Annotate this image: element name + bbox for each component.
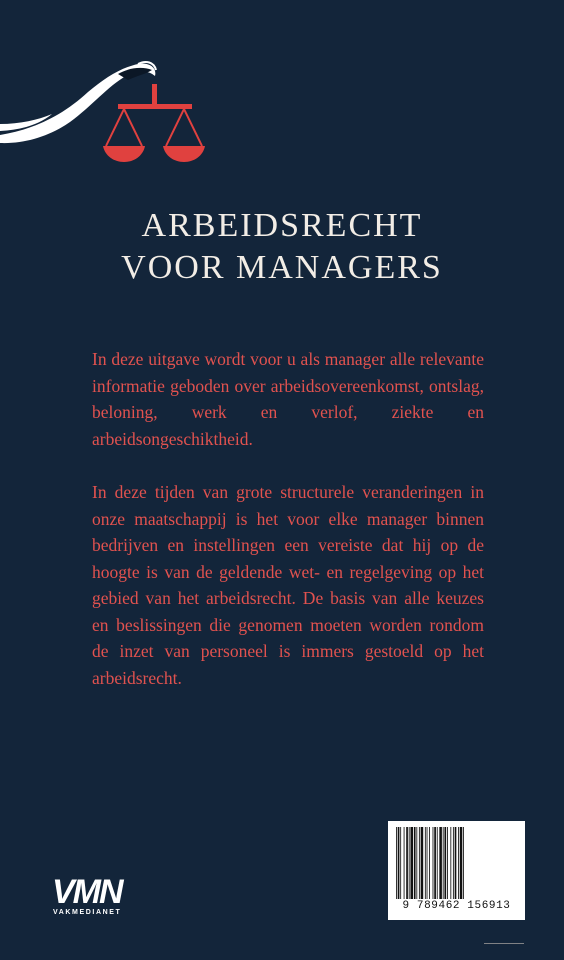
barcode-bars: [396, 827, 517, 899]
hand-holding-scales-icon: [0, 40, 220, 180]
barcode-bar: [434, 827, 436, 899]
publisher-name: VAKMEDIANET: [53, 909, 122, 916]
blurb: [92, 346, 484, 718]
book-title: [0, 205, 564, 289]
barcode-bar: [458, 827, 459, 899]
book-title-line-2: VOOR MANAGERS: [121, 249, 443, 286]
barcode-bar: [427, 827, 428, 899]
barcode-bar: [450, 827, 451, 899]
barcode-bar: [439, 827, 442, 899]
blurb-paragraph-2: In deze tijden van grote structurele veranderingen in onze maatschappij is het voor elke manager binnen bedrijven en instellingen een vereiste dat hij op de hoogte is van de geldende wet- en regelgeving op het gebied van het arbeidsrecht. De basis van alle keuzes en beslissingen die genomen moeten worden rondom de inzet van personeel is immers gestoeld op het arbeidsrecht.: [92, 482, 484, 688]
barcode-bar: [396, 827, 397, 899]
barcode-bar: [410, 827, 413, 899]
barcode-bar: [460, 827, 463, 899]
barcode-bar: [447, 827, 448, 899]
barcode-bar: [416, 827, 417, 899]
barcode-bar: [444, 827, 446, 899]
barcode-bar: [406, 827, 408, 899]
blurb-paragraph-1: In deze uitgave wordt voor u als manager alle relevante informatie geboden over arbeidsovereenkomst, ontslag, beloning, werk en verlof, ziekte en arbeidsongeschiktheid.: [92, 349, 484, 449]
barcode-bar: [421, 827, 424, 899]
divider: [484, 943, 524, 944]
barcode-bar: [400, 827, 401, 899]
barcode-bar: [443, 827, 444, 899]
barcode-bar: [425, 827, 426, 899]
barcode-bar: [453, 827, 454, 899]
barcode: [388, 821, 525, 920]
book-title-line-1: ARBEIDSRECHT: [141, 207, 423, 244]
barcode-bar: [398, 827, 400, 899]
barcode-bar: [437, 827, 438, 899]
barcode-bar: [414, 827, 416, 899]
barcode-bar: [455, 827, 457, 899]
barcode-bar: [419, 827, 420, 899]
barcode-bar: [404, 827, 405, 899]
barcode-bar: [429, 827, 430, 899]
publisher-logo-mark: VMN: [52, 873, 122, 911]
barcode-bar: [409, 827, 410, 899]
isbn-number: 9 789462 156913: [402, 900, 511, 912]
barcode-bar: [433, 827, 434, 899]
barcode-bar: [463, 827, 464, 899]
publisher-logo: [52, 873, 152, 922]
